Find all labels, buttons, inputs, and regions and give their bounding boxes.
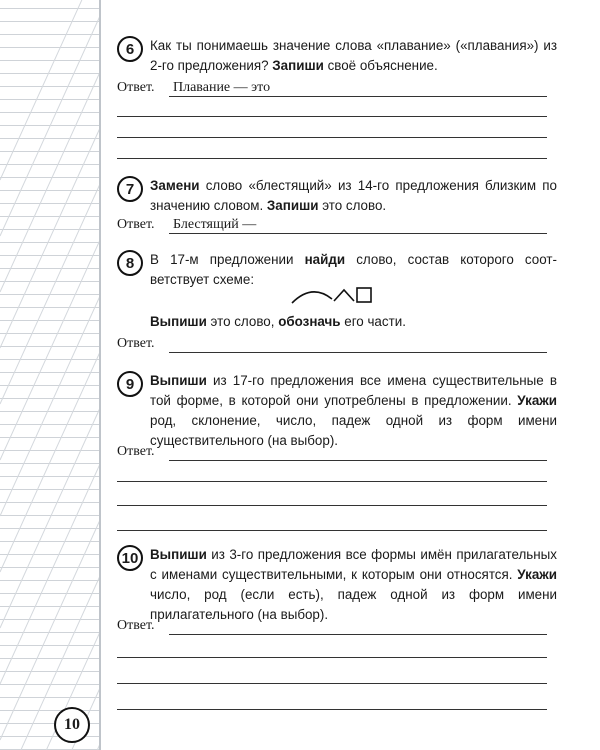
word-structure-scheme-icon — [290, 285, 376, 307]
text-segment: Как ты понимаешь значение слова «плавание» («плавания») из 2-го предложения? — [150, 38, 557, 73]
emphasized-verb: Выпиши — [150, 547, 207, 562]
text-segment: слово «блестящий» из 14-го предложения близким по значению словом. — [150, 178, 557, 213]
answer-label: Ответ. — [117, 80, 155, 95]
task-number-badge: 8 — [117, 250, 143, 276]
slant-line — [0, 296, 100, 516]
emphasized-verb: Выпиши — [150, 314, 207, 329]
task-text — [150, 36, 557, 76]
margin-line — [99, 0, 101, 750]
slant-line — [0, 72, 100, 292]
answer-prefix: Блестящий — — [173, 217, 257, 232]
page-number: 10 — [54, 707, 90, 743]
slant-line — [0, 520, 100, 740]
ruled-margin — [0, 0, 100, 750]
writing-line[interactable] — [117, 709, 547, 710]
task-8 — [117, 250, 557, 290]
writing-line[interactable] — [117, 530, 547, 531]
emphasized-verb: Запиши — [272, 58, 324, 73]
text-segment: род, склонение, число, падеж одной из форм имени существительного (на выбор). — [150, 413, 557, 448]
task-7 — [117, 176, 557, 216]
answer-label: Ответ. — [117, 618, 155, 633]
task-6 — [117, 36, 557, 76]
writing-line[interactable] — [117, 683, 547, 684]
answer-label: Ответ. — [117, 444, 155, 459]
slant-line — [0, 184, 100, 404]
emphasized-verb: найди — [304, 252, 346, 267]
answer-label: Ответ. — [117, 217, 155, 232]
text-segment: это слово. — [318, 198, 387, 213]
writing-line[interactable] — [117, 116, 547, 117]
text-segment: слово, состав которого соответствует схеме: — [150, 252, 557, 287]
answer-field-7[interactable] — [117, 216, 547, 234]
writing-line[interactable] — [117, 657, 547, 658]
slant-line — [0, 744, 100, 750]
text-segment: число, род (если есть), падеж одной из форм имени прилагательного (на выбор). — [150, 587, 557, 622]
slant-line — [0, 16, 100, 236]
task-10 — [117, 545, 557, 625]
emphasized-verb: Укажи — [517, 567, 557, 582]
answer-field-9[interactable] — [117, 443, 547, 461]
task-number-badge: 7 — [117, 176, 143, 202]
task-text — [150, 250, 557, 290]
task-8-instruction — [117, 312, 557, 332]
task-number-badge: 6 — [117, 36, 143, 62]
emphasized-verb: Выпиши — [150, 373, 207, 388]
writing-line[interactable] — [117, 137, 547, 138]
text-segment: из 3-го предложения все формы имён прилагательных с именами существительными, к которым они относятся. — [150, 547, 557, 582]
answer-field-10[interactable] — [117, 617, 547, 635]
slant-line — [0, 464, 100, 684]
slant-line — [0, 128, 100, 348]
slant-line — [0, 0, 100, 180]
task-text — [150, 545, 557, 625]
margin-slant-lines — [0, 0, 100, 750]
emphasized-verb: Запиши — [266, 198, 319, 213]
text-segment: В 17-м предложении — [150, 252, 305, 267]
task-number-badge: 9 — [117, 371, 143, 397]
answer-field-8[interactable] — [117, 335, 547, 353]
task-9 — [117, 371, 557, 451]
emphasized-verb: Укажи — [517, 393, 557, 408]
slant-line — [0, 240, 100, 460]
text-segment: его части. — [340, 314, 406, 329]
writing-line[interactable] — [117, 158, 547, 159]
emphasized-verb: Замени — [150, 178, 200, 193]
task-text — [150, 371, 557, 451]
emphasized-verb: обозначь — [278, 314, 341, 329]
slant-line — [0, 352, 100, 572]
slant-line — [0, 408, 100, 628]
answer-field-6[interactable] — [117, 79, 547, 97]
writing-line[interactable] — [117, 505, 547, 506]
text-segment: это слово, — [206, 314, 279, 329]
writing-line[interactable] — [117, 481, 547, 482]
task-text — [150, 176, 557, 216]
text-segment: из 17-го предложения все имена существительные в той форме, в которой они употреблены в предложении. — [150, 373, 557, 408]
answer-label: Ответ. — [117, 336, 155, 351]
task-number-badge: 10 — [117, 545, 143, 571]
instruction-text — [150, 312, 557, 332]
answer-prefix: Плавание — это — [173, 80, 271, 95]
text-segment: своё объяснение. — [323, 58, 438, 73]
